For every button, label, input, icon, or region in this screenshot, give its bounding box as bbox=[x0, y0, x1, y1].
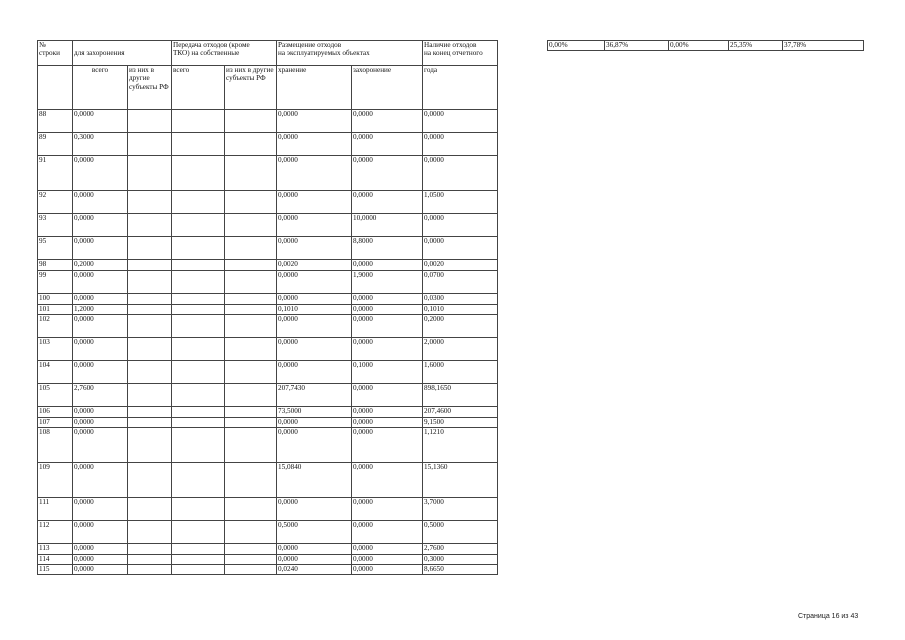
table-row bbox=[38, 565, 498, 575]
value-cell: 0,0000 bbox=[352, 428, 423, 463]
table-row bbox=[38, 315, 498, 338]
value-cell: 0,0000 bbox=[277, 428, 352, 463]
value-cell: 0,0000 bbox=[352, 110, 423, 133]
value-cell: 0,0000 bbox=[352, 133, 423, 156]
row-number-cell: 99 bbox=[38, 271, 73, 294]
percent-cell: 25,35% bbox=[729, 41, 783, 51]
value-cell: 207,7430 bbox=[277, 384, 352, 407]
value-cell bbox=[172, 521, 225, 544]
value-cell bbox=[172, 260, 225, 271]
value-cell: 0,0000 bbox=[73, 214, 128, 237]
value-cell: 0,0000 bbox=[352, 384, 423, 407]
value-cell bbox=[128, 463, 172, 498]
value-cell: 0,0000 bbox=[352, 315, 423, 338]
value-cell bbox=[172, 156, 225, 191]
value-cell: 0,0000 bbox=[73, 418, 128, 428]
value-cell bbox=[128, 428, 172, 463]
value-cell bbox=[225, 428, 277, 463]
value-cell: 73,5000 bbox=[277, 407, 352, 418]
value-cell: 0,0000 bbox=[423, 156, 498, 191]
value-cell: 1,6000 bbox=[423, 361, 498, 384]
value-cell bbox=[225, 271, 277, 294]
value-cell bbox=[225, 521, 277, 544]
value-cell: 0,0000 bbox=[352, 260, 423, 271]
table-row bbox=[38, 110, 498, 133]
value-cell bbox=[128, 237, 172, 260]
percent-cell: 36,87% bbox=[605, 41, 669, 51]
value-cell bbox=[172, 338, 225, 361]
value-cell bbox=[128, 214, 172, 237]
value-cell bbox=[172, 407, 225, 418]
percent-cell: 0,00% bbox=[669, 41, 729, 51]
value-cell: 0,0000 bbox=[277, 214, 352, 237]
value-cell bbox=[128, 133, 172, 156]
value-cell bbox=[172, 133, 225, 156]
header-balance-year: года bbox=[423, 66, 498, 110]
value-cell bbox=[225, 498, 277, 521]
value-cell: 0,0000 bbox=[73, 237, 128, 260]
value-cell: 0,0000 bbox=[423, 214, 498, 237]
value-cell: 0,0000 bbox=[277, 418, 352, 428]
value-cell: 0,0000 bbox=[352, 294, 423, 305]
value-cell bbox=[225, 418, 277, 428]
table-row bbox=[38, 214, 498, 237]
value-cell: 0,0300 bbox=[423, 294, 498, 305]
row-number-cell: 111 bbox=[38, 498, 73, 521]
value-cell: 0,0000 bbox=[277, 361, 352, 384]
value-cell: 0,0000 bbox=[73, 544, 128, 555]
value-cell: 2,0000 bbox=[423, 338, 498, 361]
value-cell bbox=[172, 305, 225, 315]
value-cell bbox=[128, 156, 172, 191]
table-row bbox=[38, 338, 498, 361]
row-number-cell: 104 bbox=[38, 361, 73, 384]
value-cell: 0,2000 bbox=[423, 315, 498, 338]
value-cell bbox=[172, 428, 225, 463]
row-number-cell: 101 bbox=[38, 305, 73, 315]
value-cell: 1,1210 bbox=[423, 428, 498, 463]
value-cell: 0,0000 bbox=[352, 498, 423, 521]
value-cell bbox=[128, 315, 172, 338]
value-cell: 0,1010 bbox=[423, 305, 498, 315]
row-number-cell: 98 bbox=[38, 260, 73, 271]
header-sub-total-2: всего bbox=[172, 66, 225, 110]
table-row bbox=[38, 260, 498, 271]
value-cell bbox=[128, 361, 172, 384]
value-cell bbox=[225, 315, 277, 338]
value-cell: 0,0000 bbox=[352, 156, 423, 191]
percent-cell: 0,00% bbox=[548, 41, 605, 51]
row-number-cell: 89 bbox=[38, 133, 73, 156]
value-cell: 8,6650 bbox=[423, 565, 498, 575]
header-row-2 bbox=[38, 66, 498, 110]
value-cell bbox=[128, 305, 172, 315]
value-cell bbox=[225, 361, 277, 384]
value-cell: 0,3000 bbox=[423, 555, 498, 565]
value-cell: 0,0000 bbox=[352, 544, 423, 555]
value-cell bbox=[225, 565, 277, 575]
row-number-cell: 91 bbox=[38, 156, 73, 191]
value-cell: 0,0700 bbox=[423, 271, 498, 294]
value-cell: 0,0000 bbox=[352, 521, 423, 544]
header-empty bbox=[38, 66, 73, 110]
value-cell: 0,0000 bbox=[277, 498, 352, 521]
value-cell: 0,0000 bbox=[73, 294, 128, 305]
row-number-cell: 95 bbox=[38, 237, 73, 260]
page-number: Страница 16 из 43 bbox=[798, 613, 859, 620]
table-row bbox=[38, 294, 498, 305]
value-cell: 0,0000 bbox=[73, 428, 128, 463]
table-row bbox=[38, 271, 498, 294]
row-number-cell: 102 bbox=[38, 315, 73, 338]
value-cell bbox=[225, 260, 277, 271]
table-row bbox=[38, 463, 498, 498]
value-cell: 0,0000 bbox=[352, 565, 423, 575]
value-cell bbox=[225, 110, 277, 133]
value-cell: 8,8000 bbox=[352, 237, 423, 260]
value-cell bbox=[225, 544, 277, 555]
value-cell: 0,0000 bbox=[352, 407, 423, 418]
header-row-1 bbox=[38, 41, 498, 66]
value-cell bbox=[225, 384, 277, 407]
row-number-cell: 93 bbox=[38, 214, 73, 237]
header-balance: Наличие отходов на конец отчетного bbox=[423, 41, 498, 66]
header-burial-group: для захоронения bbox=[73, 41, 172, 66]
value-cell: 2,7600 bbox=[423, 544, 498, 555]
value-cell: 0,0000 bbox=[277, 133, 352, 156]
value-cell bbox=[172, 191, 225, 214]
value-cell: 1,2000 bbox=[73, 305, 128, 315]
value-cell: 3,7000 bbox=[423, 498, 498, 521]
header-sub-total-1: всего bbox=[73, 66, 128, 110]
value-cell bbox=[128, 544, 172, 555]
value-cell: 207,4600 bbox=[423, 407, 498, 418]
table-row bbox=[38, 305, 498, 315]
value-cell bbox=[128, 555, 172, 565]
value-cell: 15,0840 bbox=[277, 463, 352, 498]
table-row bbox=[38, 191, 498, 214]
row-number-cell: 114 bbox=[38, 555, 73, 565]
header-sub-burial: захоронение bbox=[352, 66, 423, 110]
value-cell bbox=[172, 418, 225, 428]
waste-table bbox=[37, 40, 498, 575]
table-row bbox=[38, 407, 498, 418]
value-cell bbox=[172, 110, 225, 133]
value-cell: 0,0020 bbox=[423, 260, 498, 271]
table-row bbox=[38, 428, 498, 463]
value-cell bbox=[172, 294, 225, 305]
value-cell bbox=[128, 407, 172, 418]
table-row bbox=[38, 361, 498, 384]
value-cell bbox=[128, 498, 172, 521]
value-cell bbox=[172, 555, 225, 565]
table-row bbox=[38, 555, 498, 565]
value-cell: 0,0000 bbox=[277, 237, 352, 260]
row-number-cell: 115 bbox=[38, 565, 73, 575]
table-row bbox=[38, 498, 498, 521]
table-row bbox=[38, 544, 498, 555]
value-cell: 0,0000 bbox=[73, 338, 128, 361]
value-cell: 0,0000 bbox=[277, 544, 352, 555]
value-cell: 0,0000 bbox=[352, 418, 423, 428]
value-cell bbox=[225, 191, 277, 214]
value-cell: 0,0000 bbox=[73, 191, 128, 214]
value-cell: 0,0000 bbox=[352, 555, 423, 565]
row-number-cell: 92 bbox=[38, 191, 73, 214]
value-cell: 0,2000 bbox=[73, 260, 128, 271]
percent-row bbox=[548, 41, 864, 51]
table-body bbox=[38, 110, 498, 575]
value-cell bbox=[172, 565, 225, 575]
value-cell bbox=[225, 294, 277, 305]
value-cell bbox=[128, 521, 172, 544]
value-cell: 0,0000 bbox=[73, 315, 128, 338]
value-cell bbox=[128, 565, 172, 575]
value-cell: 0,1000 bbox=[352, 361, 423, 384]
value-cell bbox=[128, 260, 172, 271]
value-cell: 0,0000 bbox=[277, 294, 352, 305]
value-cell bbox=[172, 361, 225, 384]
value-cell bbox=[172, 463, 225, 498]
table-row bbox=[38, 418, 498, 428]
value-cell: 0,3000 bbox=[73, 133, 128, 156]
value-cell bbox=[225, 463, 277, 498]
value-cell: 0,0000 bbox=[352, 305, 423, 315]
value-cell: 0,0000 bbox=[73, 498, 128, 521]
value-cell: 0,0000 bbox=[73, 361, 128, 384]
value-cell: 1,9000 bbox=[352, 271, 423, 294]
value-cell: 0,0000 bbox=[73, 555, 128, 565]
value-cell: 0,0000 bbox=[73, 521, 128, 544]
value-cell bbox=[128, 271, 172, 294]
value-cell: 0,0000 bbox=[352, 191, 423, 214]
percent-cell: 37,78% bbox=[783, 41, 864, 51]
value-cell bbox=[225, 305, 277, 315]
value-cell: 10,0000 bbox=[352, 214, 423, 237]
value-cell: 0,0000 bbox=[277, 156, 352, 191]
row-number-cell: 103 bbox=[38, 338, 73, 361]
value-cell bbox=[225, 338, 277, 361]
header-sub-other-1: из них в другие субъекты РФ bbox=[128, 66, 172, 110]
value-cell: 0,1010 bbox=[277, 305, 352, 315]
value-cell: 2,7600 bbox=[73, 384, 128, 407]
value-cell: 1,0500 bbox=[423, 191, 498, 214]
value-cell: 0,0000 bbox=[73, 156, 128, 191]
value-cell bbox=[225, 214, 277, 237]
value-cell bbox=[172, 544, 225, 555]
value-cell: 0,0000 bbox=[73, 110, 128, 133]
value-cell: 0,0000 bbox=[423, 133, 498, 156]
value-cell bbox=[128, 384, 172, 407]
value-cell bbox=[128, 294, 172, 305]
row-number-cell: 107 bbox=[38, 418, 73, 428]
value-cell bbox=[225, 237, 277, 260]
table-row bbox=[38, 156, 498, 191]
value-cell: 898,1650 bbox=[423, 384, 498, 407]
value-cell bbox=[128, 418, 172, 428]
value-cell: 0,0000 bbox=[73, 565, 128, 575]
header-row-no: № строки bbox=[38, 41, 73, 66]
value-cell bbox=[172, 498, 225, 521]
value-cell bbox=[172, 237, 225, 260]
value-cell bbox=[172, 271, 225, 294]
percent-table bbox=[547, 40, 864, 51]
row-number-cell: 112 bbox=[38, 521, 73, 544]
value-cell: 0,5000 bbox=[277, 521, 352, 544]
value-cell: 0,0240 bbox=[277, 565, 352, 575]
value-cell: 0,0000 bbox=[277, 555, 352, 565]
value-cell: 15,1360 bbox=[423, 463, 498, 498]
header-sub-other-2: из них в другие субъекты РФ bbox=[225, 66, 277, 110]
value-cell bbox=[225, 133, 277, 156]
row-number-cell: 108 bbox=[38, 428, 73, 463]
value-cell: 0,0000 bbox=[423, 110, 498, 133]
value-cell bbox=[225, 156, 277, 191]
row-number-cell: 88 bbox=[38, 110, 73, 133]
table-row bbox=[38, 237, 498, 260]
row-number-cell: 113 bbox=[38, 544, 73, 555]
value-cell bbox=[172, 315, 225, 338]
value-cell: 0,0000 bbox=[277, 110, 352, 133]
header-transfer: Передача отходов (кроме ТКО) на собственные bbox=[172, 41, 277, 66]
row-number-cell: 109 bbox=[38, 463, 73, 498]
row-number-cell: 105 bbox=[38, 384, 73, 407]
value-cell bbox=[225, 555, 277, 565]
table-row bbox=[38, 133, 498, 156]
value-cell: 9,1500 bbox=[423, 418, 498, 428]
value-cell bbox=[128, 110, 172, 133]
value-cell bbox=[172, 214, 225, 237]
row-number-cell: 106 bbox=[38, 407, 73, 418]
value-cell bbox=[225, 407, 277, 418]
value-cell: 0,0000 bbox=[73, 407, 128, 418]
value-cell: 0,0000 bbox=[277, 191, 352, 214]
value-cell: 0,0000 bbox=[277, 338, 352, 361]
value-cell: 0,0000 bbox=[352, 338, 423, 361]
value-cell: 0,0000 bbox=[423, 237, 498, 260]
header-sub-storage: хранение bbox=[277, 66, 352, 110]
table-row bbox=[38, 521, 498, 544]
value-cell: 0,0020 bbox=[277, 260, 352, 271]
table-row bbox=[38, 384, 498, 407]
value-cell: 0,0000 bbox=[277, 271, 352, 294]
value-cell: 0,0000 bbox=[73, 271, 128, 294]
value-cell: 0,0000 bbox=[73, 463, 128, 498]
header-placement: Размещение отходов на эксплуатируемых объектах bbox=[277, 41, 423, 66]
value-cell bbox=[128, 338, 172, 361]
row-number-cell: 100 bbox=[38, 294, 73, 305]
value-cell bbox=[128, 191, 172, 214]
value-cell: 0,0000 bbox=[277, 315, 352, 338]
value-cell bbox=[172, 384, 225, 407]
value-cell: 0,0000 bbox=[352, 463, 423, 498]
value-cell: 0,5000 bbox=[423, 521, 498, 544]
